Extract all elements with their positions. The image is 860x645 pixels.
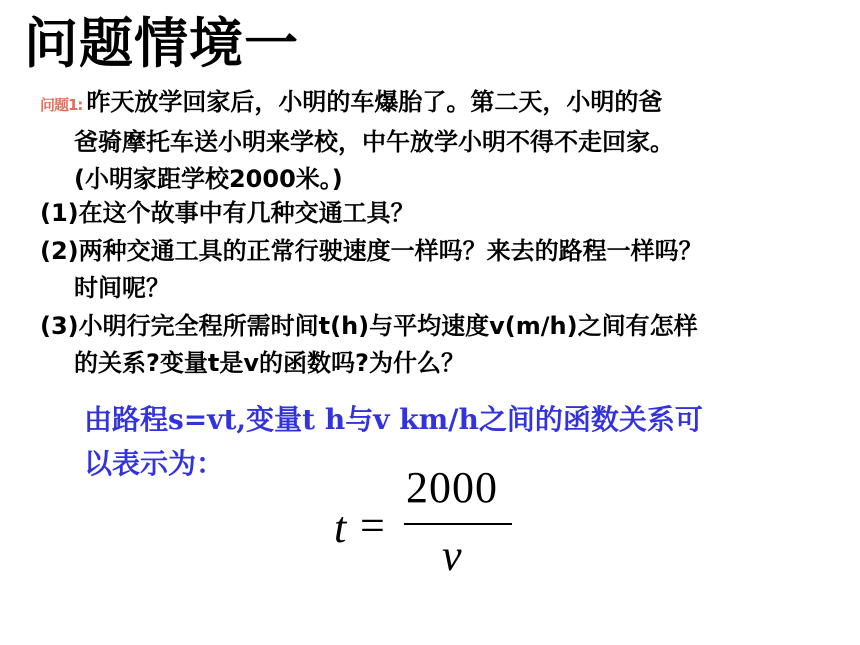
sub-question-3-line-2: 的关系?变量t是v的函数吗?为什么？ (74, 349, 465, 377)
question-1-line-3: (小明家距学校2000米。) (74, 165, 343, 193)
question-label: 问题1: (40, 96, 83, 114)
sub-question-2-line-1: (2)两种交通工具的正常行驶速度一样吗？来去的路程一样吗？ (40, 237, 703, 265)
sub-question-2 (40, 233, 703, 307)
formula (330, 462, 530, 592)
page-title: 问题情境一 (24, 12, 299, 75)
sub-question-3-line-1: (3)小明行完全程所需时间t(h)与平均速度v(m/h)之间有怎样 (40, 312, 698, 340)
sub-question-2-line-2: 时间呢？ (74, 274, 170, 302)
answer-line-2: 以表示为： (84, 447, 225, 480)
formula-equals: = (360, 501, 385, 550)
answer-line-1: 由路程s=vt,变量t h与v km/h之间的函数关系可 (84, 403, 703, 436)
formula-lhs: t (334, 503, 347, 552)
question-1 (40, 84, 830, 198)
sub-question-3 (40, 308, 698, 382)
question-1-line-1: 昨天放学回家后，小明的车爆胎了。第二天，小明的爸 (86, 88, 663, 116)
fraction-bar (404, 523, 512, 525)
formula-denominator: v (442, 531, 462, 580)
question-1-line-2: 爸骑摩托车送小明来学校，中午放学小明不得不走回家。 (74, 128, 674, 156)
sub-question-1: (1)在这个故事中有几种交通工具？ (40, 199, 415, 227)
formula-numerator: 2000 (406, 463, 498, 512)
